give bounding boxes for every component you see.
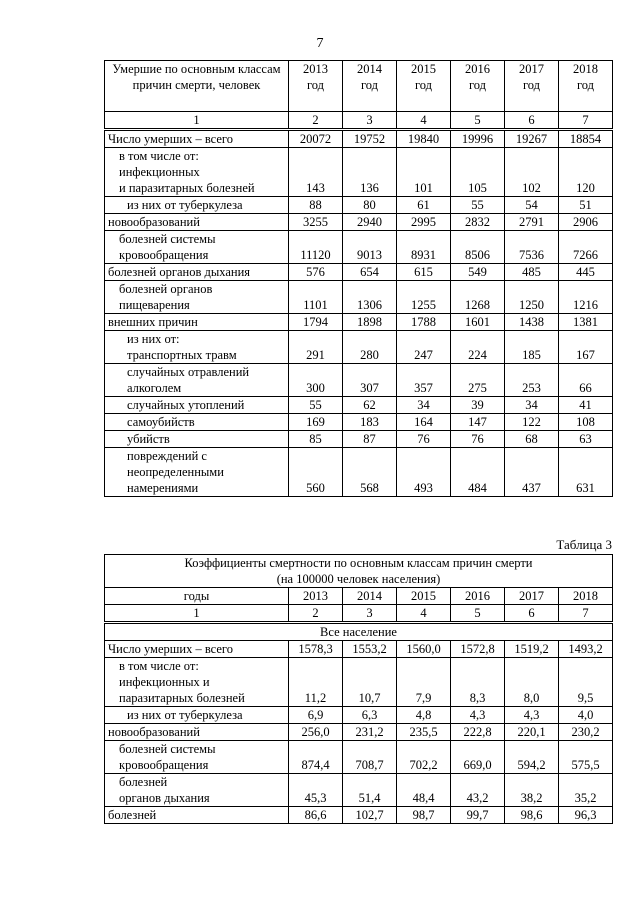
table1-cell: 51 xyxy=(559,197,613,214)
table1-row-label: самоубийств xyxy=(105,414,289,431)
table1-cell: 549 xyxy=(451,264,505,281)
table1-cell: 7536 xyxy=(505,231,559,264)
table2-index: 2 xyxy=(289,605,343,623)
table1-index: 6 xyxy=(505,112,559,130)
table1-cell: 68 xyxy=(505,431,559,448)
table1-row xyxy=(105,197,613,214)
table1-row-label: внешних причин xyxy=(105,314,289,331)
table1-cell: 88 xyxy=(289,197,343,214)
table1-cell: 55 xyxy=(451,197,505,214)
table1-header-label: Умершие по основным классам причин смерти, человек xyxy=(105,61,289,112)
deaths-by-cause-table xyxy=(104,60,613,497)
table1-cell: 101 xyxy=(397,148,451,197)
table1-body xyxy=(105,130,613,497)
table1-year: 2014 год xyxy=(343,61,397,112)
table1-cell: 631 xyxy=(559,448,613,497)
table3-caption: Таблица 3 xyxy=(556,537,612,552)
table1-cell: 1898 xyxy=(343,314,397,331)
table1-row xyxy=(105,281,613,314)
page-number: 7 xyxy=(316,36,324,51)
table2-row-label: болезней xyxy=(105,807,289,824)
table1-cell: 143 xyxy=(289,148,343,197)
table2-cell: 35,2 xyxy=(559,774,613,807)
table1-cell: 568 xyxy=(343,448,397,497)
table2-cell: 102,7 xyxy=(343,807,397,824)
table1-cell: 136 xyxy=(343,148,397,197)
table1-cell: 437 xyxy=(505,448,559,497)
table1-cell: 167 xyxy=(559,331,613,364)
table1-row-label: болезней органов дыхания xyxy=(105,264,289,281)
table2-cell: 43,2 xyxy=(451,774,505,807)
table1-cell: 1268 xyxy=(451,281,505,314)
table2-index: 5 xyxy=(451,605,505,623)
table1-cell: 19840 xyxy=(397,130,451,148)
table1-cell: 307 xyxy=(343,364,397,397)
table1-cell: 55 xyxy=(289,397,343,414)
table2-section-row xyxy=(105,623,613,641)
table2-year: 2016 xyxy=(451,588,505,605)
table2-index: 4 xyxy=(397,605,451,623)
table2-cell: 4,8 xyxy=(397,707,451,724)
table1-cell: 76 xyxy=(451,431,505,448)
table1-row-label: болезней органов пищеварения xyxy=(105,281,289,314)
table1-cell: 253 xyxy=(505,364,559,397)
table2-row-label: Число умерших – всего xyxy=(105,641,289,658)
table1-row xyxy=(105,130,613,148)
table2-cell: 6,3 xyxy=(343,707,397,724)
table1-row xyxy=(105,231,613,264)
table1-cell: 2832 xyxy=(451,214,505,231)
table1-row-label: случайных отравлений алкоголем xyxy=(105,364,289,397)
table2-row xyxy=(105,707,613,724)
table1-cell: 102 xyxy=(505,148,559,197)
table1-row xyxy=(105,264,613,281)
table1-cell: 105 xyxy=(451,148,505,197)
table2-cell: 6,9 xyxy=(289,707,343,724)
table2-cell: 8,0 xyxy=(505,658,559,707)
table1-cell: 169 xyxy=(289,414,343,431)
table1-cell: 357 xyxy=(397,364,451,397)
table2-index: 3 xyxy=(343,605,397,623)
table2-row-label: новообразований xyxy=(105,724,289,741)
table1-cell: 34 xyxy=(505,397,559,414)
table1-row xyxy=(105,414,613,431)
table2-cell: 48,4 xyxy=(397,774,451,807)
table1-cell: 224 xyxy=(451,331,505,364)
table2-cell: 86,6 xyxy=(289,807,343,824)
table1-cell: 8506 xyxy=(451,231,505,264)
table1-year: 2013 год xyxy=(289,61,343,112)
table1-row-label: из них от туберкулеза xyxy=(105,197,289,214)
table1-index: 3 xyxy=(343,112,397,130)
table1-cell: 39 xyxy=(451,397,505,414)
table1-row xyxy=(105,431,613,448)
table1-cell: 80 xyxy=(343,197,397,214)
table1-cell: 61 xyxy=(397,197,451,214)
table2-cell: 7,9 xyxy=(397,658,451,707)
table1-cell: 7266 xyxy=(559,231,613,264)
table1-cell: 280 xyxy=(343,331,397,364)
table2-cell: 220,1 xyxy=(505,724,559,741)
table1-cell: 1306 xyxy=(343,281,397,314)
table1-row xyxy=(105,214,613,231)
table2-year-label: годы xyxy=(105,588,289,605)
table1-cell: 8931 xyxy=(397,231,451,264)
table1-row-label: из них от: транспортных травм xyxy=(105,331,289,364)
table2-cell: 575,5 xyxy=(559,741,613,774)
table1-cell: 62 xyxy=(343,397,397,414)
table1-year: 2015 год xyxy=(397,61,451,112)
table2-row-label: болезней органов дыхания xyxy=(105,774,289,807)
table1-index-row xyxy=(105,112,613,130)
table2-cell: 1553,2 xyxy=(343,641,397,658)
table2-row-label: из них от туберкулеза xyxy=(105,707,289,724)
table1-cell: 1216 xyxy=(559,281,613,314)
table2-cell: 98,6 xyxy=(505,807,559,824)
table2-year: 2017 xyxy=(505,588,559,605)
table2-title: Коэффициенты смертности по основным классам причин смерти (на 100000 человек населения) xyxy=(105,555,613,588)
table1-index: 5 xyxy=(451,112,505,130)
table1-cell: 300 xyxy=(289,364,343,397)
table2-row xyxy=(105,724,613,741)
table2-index-row xyxy=(105,605,613,623)
table2-year: 2013 xyxy=(289,588,343,605)
table1-cell: 41 xyxy=(559,397,613,414)
table1-cell: 19996 xyxy=(451,130,505,148)
table1-cell: 63 xyxy=(559,431,613,448)
table1-row-label: случайных утоплений xyxy=(105,397,289,414)
table1-cell: 1601 xyxy=(451,314,505,331)
table1-cell: 18854 xyxy=(559,130,613,148)
table2-cell: 4,3 xyxy=(505,707,559,724)
table2-index: 6 xyxy=(505,605,559,623)
table2-cell: 256,0 xyxy=(289,724,343,741)
table1-row-label: Число умерших – всего xyxy=(105,130,289,148)
table2-cell: 222,8 xyxy=(451,724,505,741)
table2-row-label: в том числе от: инфекционных и паразитарных болезней xyxy=(105,658,289,707)
table1-year: 2016 год xyxy=(451,61,505,112)
table1-year: 2017 год xyxy=(505,61,559,112)
table1-cell: 445 xyxy=(559,264,613,281)
table1-cell: 1381 xyxy=(559,314,613,331)
table2-row xyxy=(105,658,613,707)
table1-cell: 147 xyxy=(451,414,505,431)
table1-cell: 85 xyxy=(289,431,343,448)
table1-cell: 1788 xyxy=(397,314,451,331)
table1-cell: 1255 xyxy=(397,281,451,314)
table2-index: 1 xyxy=(105,605,289,623)
table2-cell: 1572,8 xyxy=(451,641,505,658)
table1-cell: 185 xyxy=(505,331,559,364)
table1-cell: 484 xyxy=(451,448,505,497)
table1-cell: 19752 xyxy=(343,130,397,148)
table1-index: 2 xyxy=(289,112,343,130)
table1-cell: 576 xyxy=(289,264,343,281)
table1-row xyxy=(105,148,613,197)
table1-row xyxy=(105,331,613,364)
table1-cell: 19267 xyxy=(505,130,559,148)
table1-cell: 76 xyxy=(397,431,451,448)
table2-year: 2014 xyxy=(343,588,397,605)
table1-cell: 654 xyxy=(343,264,397,281)
table2-row xyxy=(105,774,613,807)
table1-cell: 120 xyxy=(559,148,613,197)
table2-row-label: болезней системы кровообращения xyxy=(105,741,289,774)
table2-index: 7 xyxy=(559,605,613,623)
table1-row-label: убийств xyxy=(105,431,289,448)
table1-cell: 247 xyxy=(397,331,451,364)
table1-year: 2018 год xyxy=(559,61,613,112)
table1-row-label: повреждений с неопределенными намерениями xyxy=(105,448,289,497)
table2-year-row xyxy=(105,588,613,605)
table1-cell: 275 xyxy=(451,364,505,397)
table1-cell: 3255 xyxy=(289,214,343,231)
table2-row xyxy=(105,741,613,774)
table1-header-row xyxy=(105,61,613,112)
table1-cell: 1250 xyxy=(505,281,559,314)
table2-cell: 11,2 xyxy=(289,658,343,707)
table1-cell: 1101 xyxy=(289,281,343,314)
table2-year: 2015 xyxy=(397,588,451,605)
table1-cell: 1438 xyxy=(505,314,559,331)
table2-cell: 10,7 xyxy=(343,658,397,707)
table2-row xyxy=(105,641,613,658)
table1-cell: 9013 xyxy=(343,231,397,264)
table1-index: 4 xyxy=(397,112,451,130)
table1-cell: 2995 xyxy=(397,214,451,231)
table1-row xyxy=(105,314,613,331)
table1-row xyxy=(105,364,613,397)
table1-cell: 291 xyxy=(289,331,343,364)
table2-cell: 38,2 xyxy=(505,774,559,807)
table2-cell: 231,2 xyxy=(343,724,397,741)
table2-cell: 96,3 xyxy=(559,807,613,824)
table2-cell: 235,5 xyxy=(397,724,451,741)
table1-cell: 34 xyxy=(397,397,451,414)
table2-cell: 4,0 xyxy=(559,707,613,724)
table1-index: 7 xyxy=(559,112,613,130)
table1-cell: 485 xyxy=(505,264,559,281)
table1-row-label: болезней системы кровообращения xyxy=(105,231,289,264)
table1-cell: 183 xyxy=(343,414,397,431)
table1-row xyxy=(105,448,613,497)
table1-cell: 11120 xyxy=(289,231,343,264)
table1-cell: 108 xyxy=(559,414,613,431)
table1-cell: 1794 xyxy=(289,314,343,331)
table1-index: 1 xyxy=(105,112,289,130)
table1-cell: 66 xyxy=(559,364,613,397)
table1-cell: 54 xyxy=(505,197,559,214)
table1-row xyxy=(105,397,613,414)
mortality-rates-table xyxy=(104,554,613,824)
table2-row xyxy=(105,807,613,824)
table2-cell: 594,2 xyxy=(505,741,559,774)
table1-cell: 560 xyxy=(289,448,343,497)
table2-cell: 230,2 xyxy=(559,724,613,741)
table1-cell: 2906 xyxy=(559,214,613,231)
table2-cell: 874,4 xyxy=(289,741,343,774)
table2-cell: 702,2 xyxy=(397,741,451,774)
table1-cell: 164 xyxy=(397,414,451,431)
table2-cell: 1578,3 xyxy=(289,641,343,658)
table1-cell: 615 xyxy=(397,264,451,281)
table1-cell: 2940 xyxy=(343,214,397,231)
table2-cell: 669,0 xyxy=(451,741,505,774)
table1-cell: 87 xyxy=(343,431,397,448)
table1-cell: 122 xyxy=(505,414,559,431)
table2-cell: 8,3 xyxy=(451,658,505,707)
table2-year: 2018 xyxy=(559,588,613,605)
table2-cell: 99,7 xyxy=(451,807,505,824)
table2-cell: 708,7 xyxy=(343,741,397,774)
table1-row-label: новообразований xyxy=(105,214,289,231)
table2-section: Все население xyxy=(105,623,613,641)
table2-cell: 1560,0 xyxy=(397,641,451,658)
table1-row-label: в том числе от: инфекционных и паразитарных болезней xyxy=(105,148,289,197)
table1-cell: 2791 xyxy=(505,214,559,231)
table2-cell: 51,4 xyxy=(343,774,397,807)
table1-cell: 20072 xyxy=(289,130,343,148)
table2-body xyxy=(105,641,613,824)
table1-cell: 493 xyxy=(397,448,451,497)
table2-cell: 98,7 xyxy=(397,807,451,824)
table2-cell: 4,3 xyxy=(451,707,505,724)
table2-cell: 45,3 xyxy=(289,774,343,807)
table2-cell: 1493,2 xyxy=(559,641,613,658)
table2-title-row xyxy=(105,555,613,588)
table2-cell: 1519,2 xyxy=(505,641,559,658)
table2-cell: 9,5 xyxy=(559,658,613,707)
